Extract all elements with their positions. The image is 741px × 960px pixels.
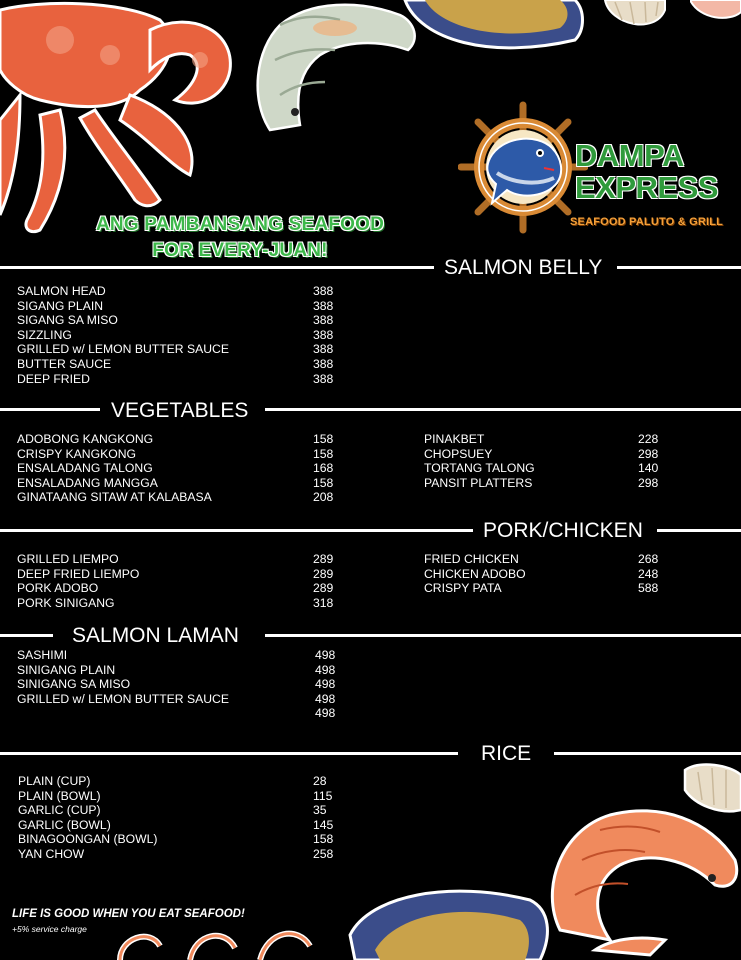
footer-service-charge: +5% service charge bbox=[12, 924, 87, 934]
mussel-icon bbox=[400, 0, 590, 60]
shrimp-icon bbox=[100, 918, 330, 960]
menu-item bbox=[17, 476, 357, 491]
menu-item-price: 498 bbox=[315, 706, 336, 721]
menu-item bbox=[18, 847, 358, 862]
menu-item-name: PLAIN (BOWL) bbox=[18, 788, 101, 803]
section-divider bbox=[657, 529, 741, 532]
menu-item-name: DEEP FRIED bbox=[17, 371, 90, 386]
menu-item-price: 158 bbox=[313, 832, 334, 847]
menu-item bbox=[18, 818, 358, 833]
menu-item bbox=[17, 432, 357, 447]
menu-item-price: 388 bbox=[313, 284, 334, 298]
menu-item-price: 298 bbox=[638, 475, 659, 490]
menu-item-name: CHOPSUEY bbox=[424, 446, 493, 461]
menu-item bbox=[17, 328, 357, 343]
salmon-belly-list bbox=[17, 284, 357, 386]
menu-item bbox=[424, 581, 684, 596]
menu-item-price: 248 bbox=[638, 566, 659, 581]
menu-item-name: GARLIC (CUP) bbox=[18, 803, 101, 818]
menu-item-name: GRILLED w/ LEMON BUTTER SAUCE bbox=[17, 691, 229, 706]
menu-item-name: DEEP FRIED LIEMPO bbox=[17, 566, 140, 581]
menu-item-price: 145 bbox=[313, 817, 334, 832]
menu-item bbox=[18, 832, 358, 847]
menu-item-price: 388 bbox=[313, 371, 334, 386]
section-divider bbox=[554, 752, 741, 755]
menu-item bbox=[17, 299, 357, 314]
tagline-line1: ANG PAMBANSANG SEAFOOD bbox=[96, 214, 384, 235]
menu-item-name: YAN CHOW bbox=[18, 846, 85, 861]
section-title-salmon-belly: SALMON BELLY bbox=[444, 256, 603, 279]
menu-item bbox=[424, 432, 684, 447]
menu-item-name: SINIGANG PLAIN bbox=[17, 662, 116, 677]
menu-item-name: CHICKEN ADOBO bbox=[424, 566, 526, 581]
menu-item-name: CRISPY KANGKONG bbox=[17, 446, 136, 461]
menu-item-price: 498 bbox=[315, 662, 336, 677]
menu-item bbox=[424, 552, 684, 567]
menu-item-price: 268 bbox=[638, 552, 659, 566]
menu-item-price: 388 bbox=[313, 298, 334, 313]
vegetables-list-left bbox=[17, 432, 357, 505]
menu-item-name: SIZZLING bbox=[17, 327, 72, 342]
menu-item-name: PANSIT PLATTERS bbox=[424, 475, 533, 490]
menu-item-price: 140 bbox=[638, 461, 659, 476]
menu-item-name: GARLIC (BOWL) bbox=[18, 817, 111, 832]
menu-item-price: 388 bbox=[313, 356, 334, 371]
shrimp-icon bbox=[540, 790, 741, 960]
menu-item bbox=[17, 596, 357, 611]
menu-item-name: SIGANG PLAIN bbox=[17, 298, 104, 313]
menu-item-name: BUTTER SAUCE bbox=[17, 356, 112, 371]
menu-item-name: GRILLED w/ LEMON BUTTER SAUCE bbox=[17, 342, 229, 357]
brand-name-line2: EXPRESS bbox=[575, 170, 718, 205]
menu-item bbox=[17, 461, 357, 476]
section-divider bbox=[0, 266, 434, 269]
menu-item-name: SIGANG SA MISO bbox=[17, 313, 118, 328]
menu-item-price: 498 bbox=[315, 648, 336, 662]
menu-item-name: ENSALADANG MANGGA bbox=[17, 475, 158, 490]
menu-item-price: 158 bbox=[313, 432, 334, 446]
menu-item-name: GRILLED LIEMPO bbox=[17, 552, 119, 566]
scallop-icon bbox=[600, 0, 670, 32]
menu-item bbox=[17, 567, 357, 582]
section-divider bbox=[0, 408, 100, 411]
menu-item-price: 498 bbox=[315, 677, 336, 692]
menu-item-price: 498 bbox=[315, 691, 336, 706]
menu-item bbox=[17, 342, 357, 357]
menu-item bbox=[17, 313, 357, 328]
section-divider bbox=[0, 752, 458, 755]
section-divider bbox=[0, 529, 473, 532]
menu-item bbox=[17, 284, 357, 299]
menu-item-price: 208 bbox=[313, 490, 334, 505]
menu-item-name: PLAIN (CUP) bbox=[18, 774, 91, 788]
crab-icon bbox=[0, 0, 245, 250]
menu-item bbox=[17, 447, 357, 462]
section-title-rice: RICE bbox=[481, 742, 532, 765]
rice-list bbox=[18, 774, 358, 862]
scallop-icon bbox=[680, 760, 741, 815]
menu-item bbox=[17, 490, 357, 505]
menu-item-name: ENSALADANG TALONG bbox=[17, 461, 153, 476]
menu-item bbox=[17, 706, 357, 721]
menu-item bbox=[424, 447, 684, 462]
pork-chicken-list-right bbox=[424, 552, 684, 596]
menu-item-price: 158 bbox=[313, 475, 334, 490]
menu-item-name: SASHIMI bbox=[17, 648, 68, 662]
menu-item-price: 388 bbox=[313, 313, 334, 328]
section-divider bbox=[265, 408, 741, 411]
menu-item-name: SALMON HEAD bbox=[17, 284, 106, 298]
menu-item-price: 289 bbox=[313, 552, 334, 566]
section-title-vegetables: VEGETABLES bbox=[111, 399, 249, 422]
section-divider bbox=[0, 634, 53, 637]
menu-item-price: 388 bbox=[313, 342, 334, 357]
section-divider bbox=[265, 634, 741, 637]
menu-item bbox=[17, 677, 357, 692]
menu-item-price: 388 bbox=[313, 327, 334, 342]
menu-item bbox=[17, 552, 357, 567]
menu-item bbox=[18, 774, 358, 789]
section-title-salmon-laman: SALMON LAMAN bbox=[72, 624, 239, 647]
menu-item-name: PINAKBET bbox=[424, 432, 485, 446]
vegetables-list-right bbox=[424, 432, 684, 490]
tuna-fish-icon bbox=[482, 128, 572, 208]
menu-item-name: CRISPY PATA bbox=[424, 581, 502, 596]
menu-item-price: 289 bbox=[313, 566, 334, 581]
footer-slogan: LIFE IS GOOD WHEN YOU EAT SEAFOOD! bbox=[12, 908, 245, 920]
menu-item bbox=[17, 648, 357, 663]
menu-item-name: BINAGOONGAN (BOWL) bbox=[18, 832, 158, 847]
menu-item-price: 289 bbox=[313, 581, 334, 596]
section-divider bbox=[617, 266, 741, 269]
menu-item bbox=[424, 567, 684, 582]
menu-item-name: FRIED CHICKEN bbox=[424, 552, 519, 566]
menu-item-price: 258 bbox=[313, 846, 334, 861]
pork-chicken-list-left bbox=[17, 552, 357, 610]
shrimp-icon bbox=[690, 0, 741, 22]
menu-item-price: 158 bbox=[313, 446, 334, 461]
mussel-icon bbox=[340, 880, 555, 960]
menu-item-price: 228 bbox=[638, 432, 659, 446]
menu-item-name: PORK SINIGANG bbox=[17, 595, 115, 610]
menu-item-price: 168 bbox=[313, 461, 334, 476]
menu-item-name: GINATAANG SITAW AT KALABASA bbox=[17, 490, 212, 505]
brand-name-line1: DAMPA bbox=[575, 138, 684, 173]
section-title-pork-chicken: PORK/CHICKEN bbox=[483, 519, 643, 542]
menu-item bbox=[424, 461, 684, 476]
menu-item-name: ADOBONG KANGKONG bbox=[17, 432, 154, 446]
menu-item bbox=[17, 692, 357, 707]
menu-item bbox=[18, 789, 358, 804]
menu-item-price: 28 bbox=[313, 774, 327, 788]
menu-item bbox=[17, 581, 357, 596]
menu-item-name: SINIGANG SA MISO bbox=[17, 677, 131, 692]
menu-item bbox=[17, 663, 357, 678]
menu-item bbox=[18, 803, 358, 818]
menu-item-price: 35 bbox=[313, 803, 327, 818]
menu-item bbox=[17, 372, 357, 387]
menu-item-name: TORTANG TALONG bbox=[424, 461, 535, 476]
menu-item-name: PORK ADOBO bbox=[17, 581, 99, 596]
menu-item-price: 318 bbox=[313, 595, 334, 610]
tagline-line2: FOR EVERY-JUAN! bbox=[152, 240, 328, 261]
menu-item-price: 588 bbox=[638, 581, 659, 596]
brand-subtitle: SEAFOOD PALUTO & GRILL bbox=[570, 216, 724, 228]
menu-item bbox=[424, 476, 684, 491]
menu-item-price: 298 bbox=[638, 446, 659, 461]
menu-item bbox=[17, 357, 357, 372]
salmon-laman-list bbox=[17, 648, 357, 721]
menu-item-price: 115 bbox=[313, 788, 333, 803]
